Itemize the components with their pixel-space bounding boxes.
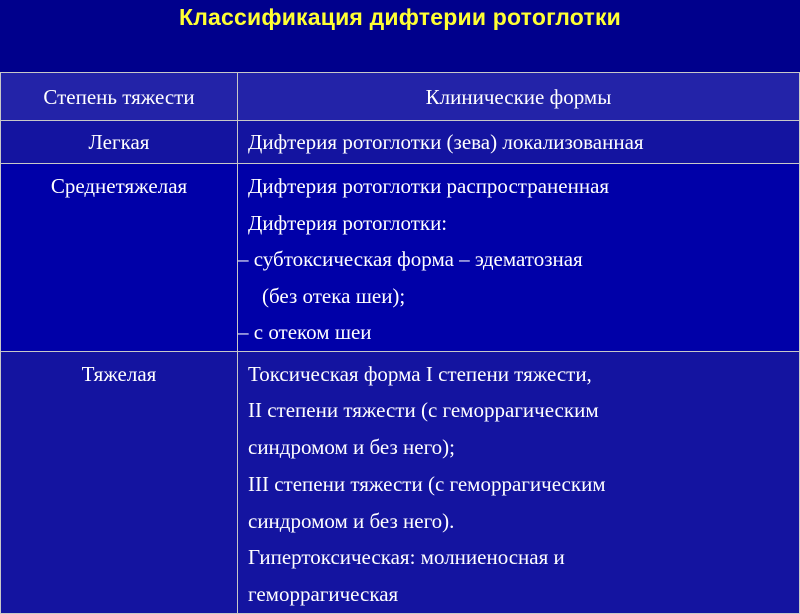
table-header-row bbox=[1, 73, 800, 121]
severity-cell bbox=[1, 351, 238, 614]
table-row bbox=[1, 351, 800, 614]
header-clinical-forms: Клинические формы bbox=[238, 73, 800, 121]
table-row bbox=[1, 121, 800, 164]
table-row bbox=[1, 164, 800, 352]
form-line: – с отеком шеи bbox=[238, 320, 372, 344]
form-line: Дифтерия ротоглотки распространенная bbox=[248, 174, 610, 198]
severity-label: Тяжелая bbox=[81, 361, 157, 386]
header-severity: Степень тяжести bbox=[1, 73, 238, 121]
form-line bbox=[238, 241, 799, 278]
form-line: Дифтерия ротоглотки (зева) локализованная bbox=[248, 130, 644, 154]
forms-cell bbox=[238, 121, 800, 164]
forms-cell bbox=[238, 351, 800, 614]
form-line: геморрагическая bbox=[248, 582, 399, 607]
form-line: синдромом и без него). bbox=[248, 508, 455, 533]
severity-cell bbox=[1, 164, 238, 352]
form-line-text: – субтоксическая форма – эдематозная bbox=[238, 247, 583, 271]
slide-title: Классификация дифтерии ротоглотки bbox=[179, 4, 621, 30]
severity-label: Легкая bbox=[88, 130, 150, 154]
form-line: (без отека шеи); bbox=[262, 283, 406, 308]
severity-cell bbox=[1, 121, 238, 164]
form-line: Токсическая форма I степени тяжести, bbox=[248, 361, 592, 386]
form-line: II степени тяжести (с геморрагическим bbox=[248, 398, 599, 423]
form-line: III степени тяжести (с геморрагическим bbox=[248, 471, 606, 496]
form-line: Гипертоксическая: молниеносная и bbox=[248, 545, 565, 570]
classification-table bbox=[0, 72, 800, 614]
form-line: синдромом и без него); bbox=[248, 435, 456, 460]
forms-cell bbox=[238, 164, 800, 352]
severity-label: Среднетяжелая bbox=[50, 174, 188, 198]
form-line: Дифтерия ротоглотки: bbox=[248, 210, 448, 235]
